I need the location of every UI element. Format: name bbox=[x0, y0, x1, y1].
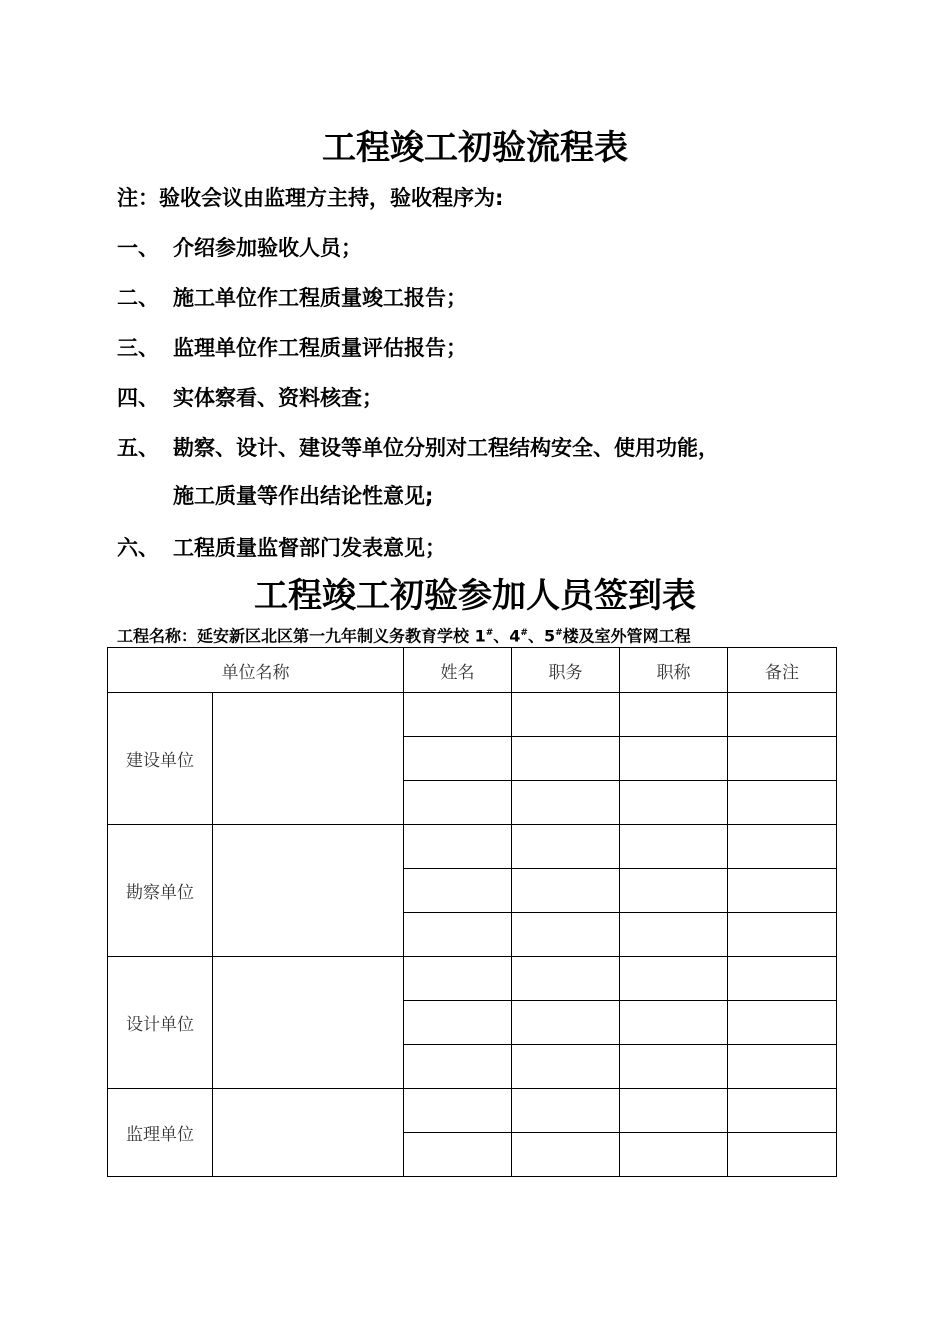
position-cell[interactable] bbox=[512, 781, 620, 825]
step-5-continuation: 施工质量等作出结论性意见; bbox=[173, 484, 434, 508]
step-1 bbox=[117, 232, 362, 264]
step-text: 介绍参加验收人员； bbox=[173, 236, 362, 260]
step-text: 实体察看、资料核查； bbox=[173, 386, 383, 410]
position-cell[interactable] bbox=[512, 1089, 620, 1133]
sign-in-table bbox=[107, 647, 837, 1177]
title-cell[interactable] bbox=[620, 957, 728, 1001]
title-cell[interactable] bbox=[620, 737, 728, 781]
position-cell[interactable] bbox=[512, 869, 620, 913]
title-cell[interactable] bbox=[620, 1001, 728, 1045]
unit-name-cell[interactable] bbox=[213, 825, 404, 957]
position-cell[interactable] bbox=[512, 737, 620, 781]
position-cell[interactable] bbox=[512, 693, 620, 737]
remarks-cell[interactable] bbox=[728, 869, 837, 913]
name-cell[interactable] bbox=[404, 1133, 512, 1177]
sign-in-title: 工程竣工初验参加人员签到表 bbox=[254, 576, 696, 616]
page-title: 工程竣工初验流程表 bbox=[322, 128, 628, 168]
project-name: 工程名称：延安新区北区第一九年制义务教育学校 1#、4#、5#楼及室外管网工程 bbox=[117, 626, 691, 646]
step-number: 四、 bbox=[117, 386, 159, 410]
table-row bbox=[108, 1089, 837, 1133]
step-text: 勘察、设计、建设等单位分别对工程结构安全、使用功能， bbox=[173, 436, 719, 460]
name-cell[interactable] bbox=[404, 869, 512, 913]
name-cell[interactable] bbox=[404, 737, 512, 781]
table-row bbox=[108, 957, 837, 1001]
step-3 bbox=[117, 332, 467, 364]
header-unit-name: 单位名称 bbox=[108, 648, 404, 693]
title-cell[interactable] bbox=[620, 869, 728, 913]
table-row bbox=[108, 825, 837, 869]
position-cell[interactable] bbox=[512, 1045, 620, 1089]
name-cell[interactable] bbox=[404, 825, 512, 869]
name-cell[interactable] bbox=[404, 781, 512, 825]
step-number: 五、 bbox=[117, 436, 159, 460]
name-cell[interactable] bbox=[404, 1089, 512, 1133]
name-cell[interactable] bbox=[404, 957, 512, 1001]
title-cell[interactable] bbox=[620, 913, 728, 957]
name-cell[interactable] bbox=[404, 1001, 512, 1045]
title-cell[interactable] bbox=[620, 781, 728, 825]
unit-name-cell[interactable] bbox=[213, 957, 404, 1089]
title-cell[interactable] bbox=[620, 1133, 728, 1177]
step-5 bbox=[117, 432, 719, 464]
position-cell[interactable] bbox=[512, 913, 620, 957]
unit-name-cell[interactable] bbox=[213, 1089, 404, 1177]
remarks-cell[interactable] bbox=[728, 737, 837, 781]
unit-label-design: 设计单位 bbox=[108, 957, 213, 1089]
table-row bbox=[108, 693, 837, 737]
header-name: 姓名 bbox=[404, 648, 512, 693]
header-position: 职务 bbox=[512, 648, 620, 693]
position-cell[interactable] bbox=[512, 1133, 620, 1177]
position-cell[interactable] bbox=[512, 957, 620, 1001]
step-number: 三、 bbox=[117, 336, 159, 360]
header-remarks: 备注 bbox=[728, 648, 837, 693]
step-6 bbox=[117, 532, 446, 564]
remarks-cell[interactable] bbox=[728, 1001, 837, 1045]
step-4 bbox=[117, 382, 383, 414]
unit-label-supervision: 监理单位 bbox=[108, 1089, 213, 1177]
remarks-cell[interactable] bbox=[728, 1045, 837, 1089]
step-text: 施工单位作工程质量竣工报告； bbox=[173, 286, 467, 310]
title-cell[interactable] bbox=[620, 693, 728, 737]
remarks-cell[interactable] bbox=[728, 913, 837, 957]
remarks-cell[interactable] bbox=[728, 825, 837, 869]
unit-label-survey: 勘察单位 bbox=[108, 825, 213, 957]
title-cell[interactable] bbox=[620, 1089, 728, 1133]
title-cell[interactable] bbox=[620, 825, 728, 869]
remarks-cell[interactable] bbox=[728, 1133, 837, 1177]
remarks-cell[interactable] bbox=[728, 693, 837, 737]
step-text: 工程质量监督部门发表意见； bbox=[173, 536, 446, 560]
procedure-note: 注：验收会议由监理方主持，验收程序为: bbox=[117, 186, 504, 210]
table-header-row bbox=[108, 648, 837, 693]
unit-name-cell[interactable] bbox=[213, 693, 404, 825]
name-cell[interactable] bbox=[404, 1045, 512, 1089]
remarks-cell[interactable] bbox=[728, 957, 837, 1001]
position-cell[interactable] bbox=[512, 1001, 620, 1045]
name-cell[interactable] bbox=[404, 693, 512, 737]
step-2 bbox=[117, 282, 467, 314]
step-text: 监理单位作工程质量评估报告； bbox=[173, 336, 467, 360]
unit-label-construction: 建设单位 bbox=[108, 693, 213, 825]
header-title: 职称 bbox=[620, 648, 728, 693]
name-cell[interactable] bbox=[404, 913, 512, 957]
title-cell[interactable] bbox=[620, 1045, 728, 1089]
step-number: 一、 bbox=[117, 236, 159, 260]
step-number: 六、 bbox=[117, 536, 159, 560]
remarks-cell[interactable] bbox=[728, 1089, 837, 1133]
step-number: 二、 bbox=[117, 286, 159, 310]
position-cell[interactable] bbox=[512, 825, 620, 869]
remarks-cell[interactable] bbox=[728, 781, 837, 825]
